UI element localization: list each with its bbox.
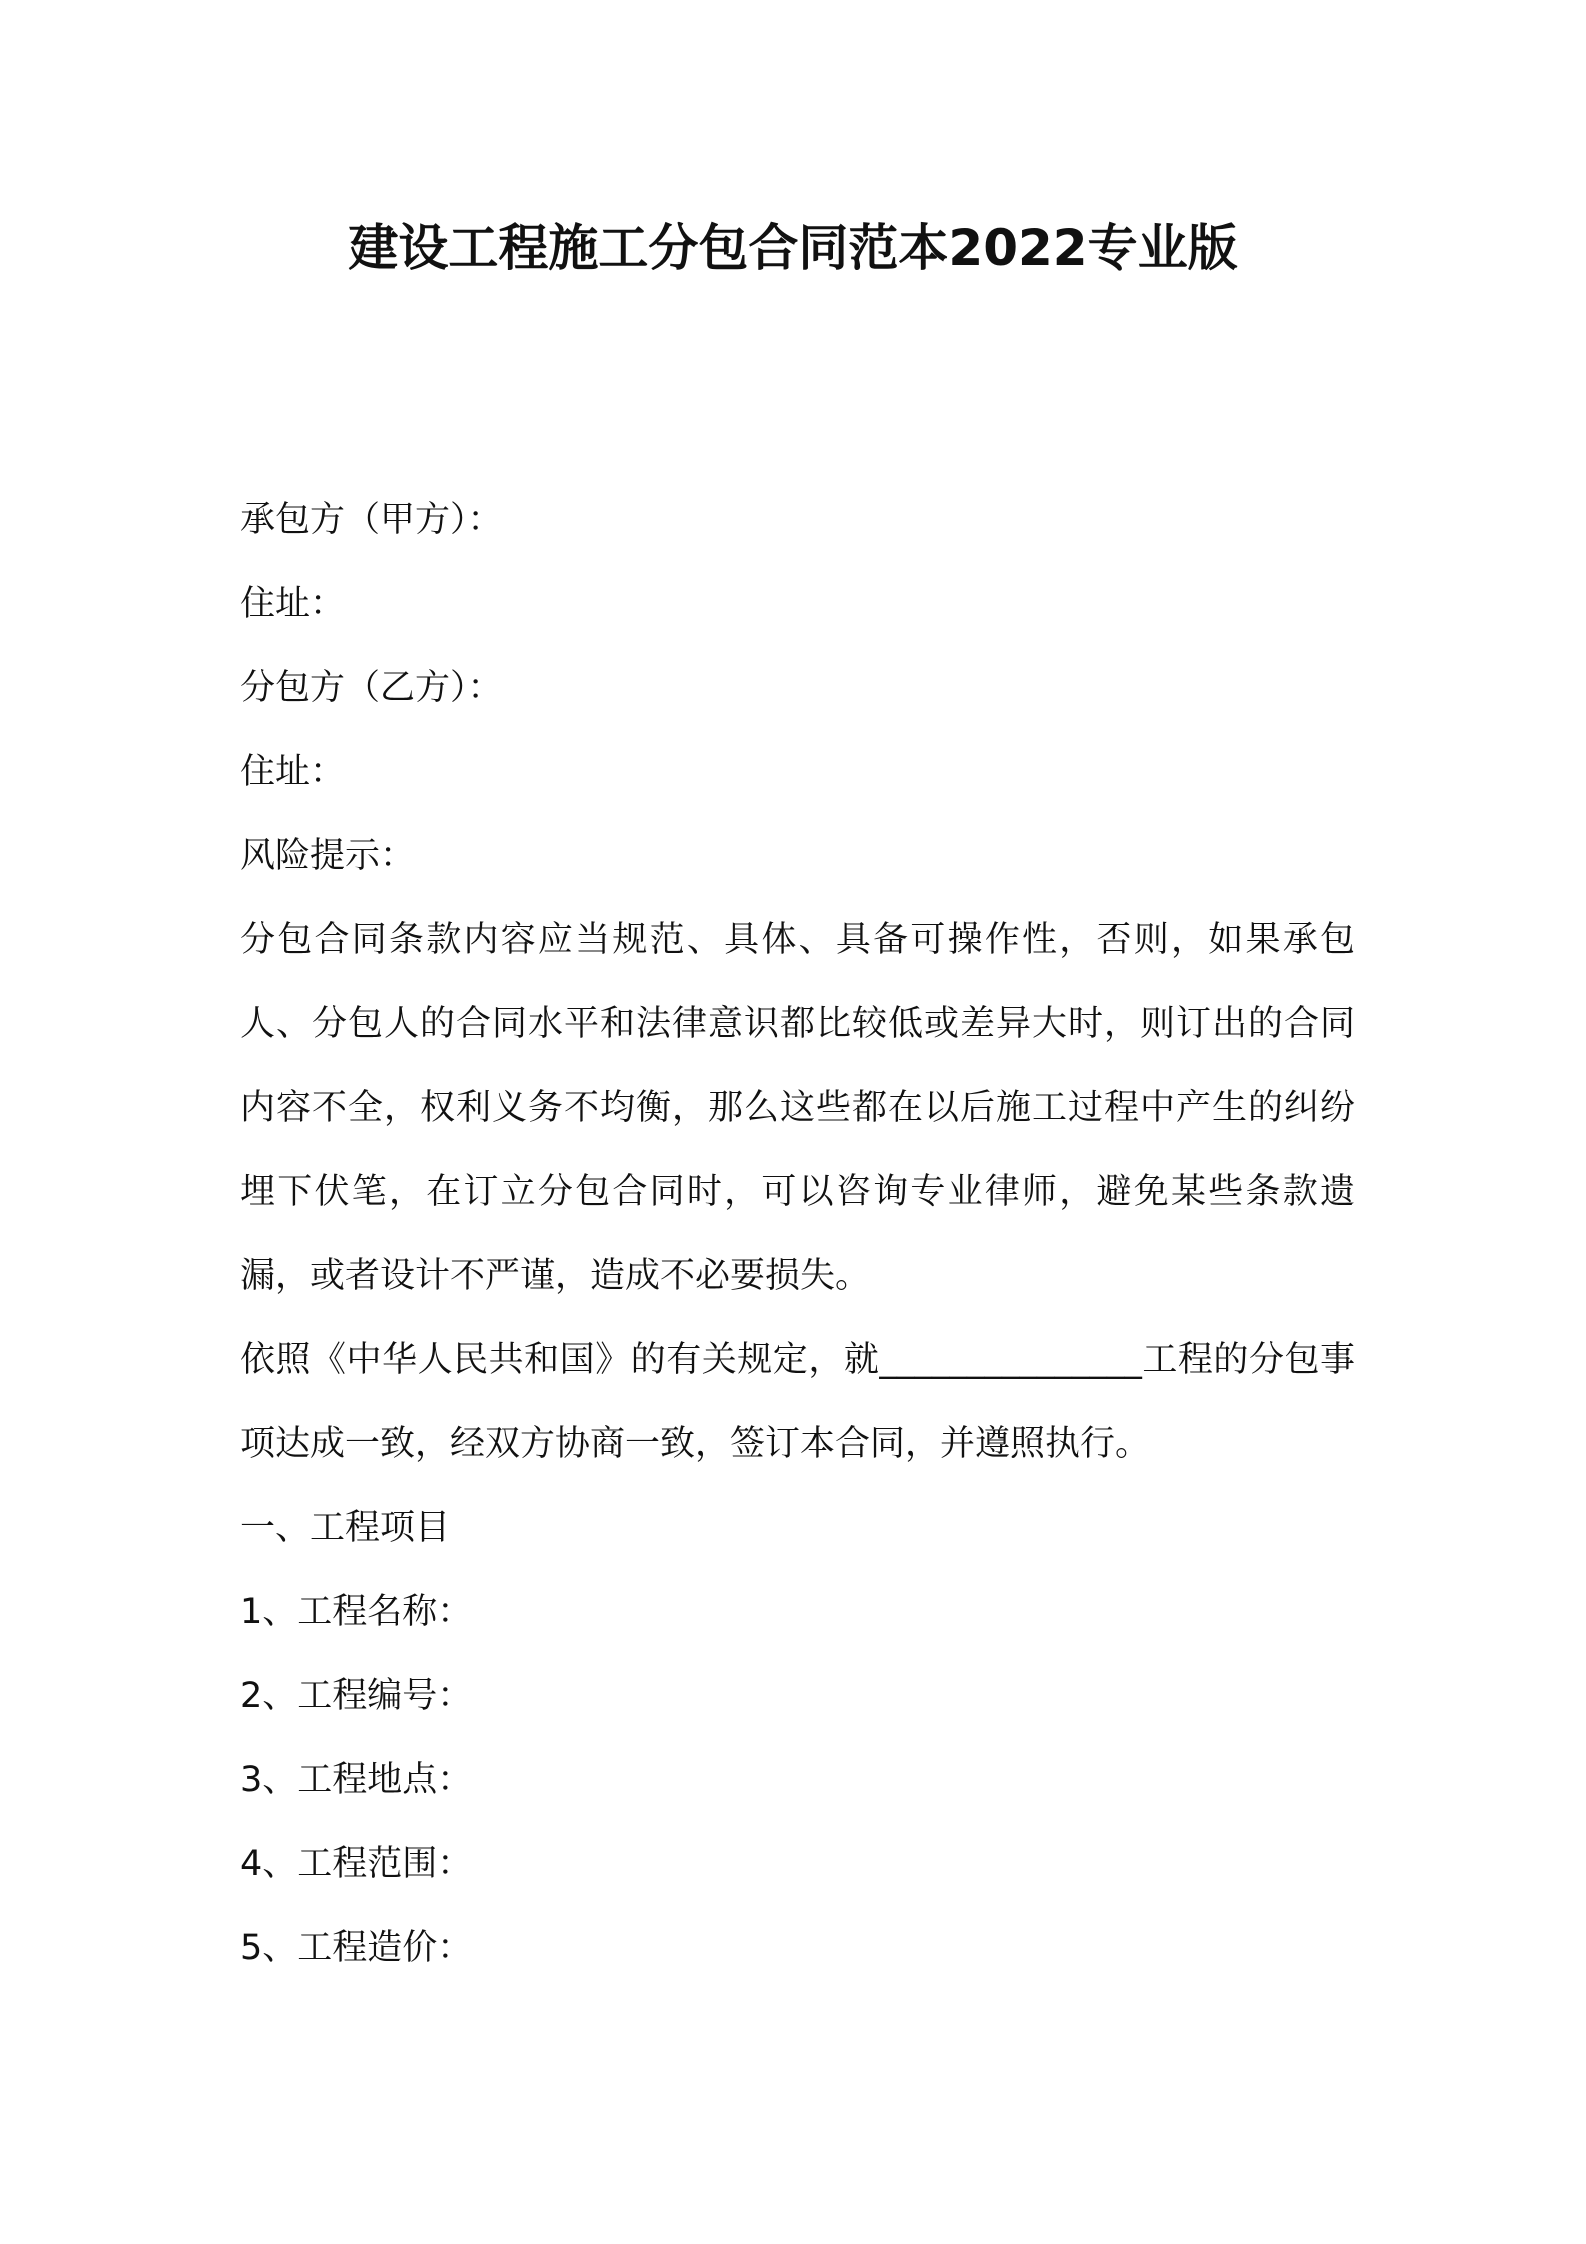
contractor-field-label: 承包方（甲方）： xyxy=(240,500,503,540)
project-item: 3、工程地点： xyxy=(240,1760,473,1800)
project-item: 5、工程造价： xyxy=(240,1928,473,1968)
subcontractor-field-label: 分包方（乙方）： xyxy=(240,668,503,708)
document-title: 建设工程施工分包合同范本2022专业版 xyxy=(348,219,1238,277)
section-heading: 一、工程项目 xyxy=(240,1508,451,1548)
document-body xyxy=(240,478,1355,1990)
project-item: 2、工程编号： xyxy=(240,1676,473,1716)
risk-paragraph: 分包合同条款内容应当规范、具体、具备可操作性，否则，如果承包人、分包人的合同水平和法律意识都比较低或差异大时，则订出的合同内容不全，权利义务不均衡，那么这些都在以后施工过程中产生的纠纷埋下伏笔，在订立分包合同时，可以咨询专业律师，避免某些条款遗漏，或者设计不严谨，造成不必要损失。 xyxy=(240,920,1355,1296)
project-item: 4、工程范围： xyxy=(240,1844,473,1884)
basis-paragraph: 依照《中华人民共和国》的有关规定，就_______________工程的分包事项达成一致，经双方协商一致，签订本合同，并遵照执行。 xyxy=(240,1340,1355,1464)
contractor-address-label: 住址： xyxy=(240,584,346,624)
project-item: 1、工程名称： xyxy=(240,1592,473,1632)
risk-heading: 风险提示： xyxy=(240,836,416,876)
subcontractor-address-label: 住址： xyxy=(240,752,346,792)
